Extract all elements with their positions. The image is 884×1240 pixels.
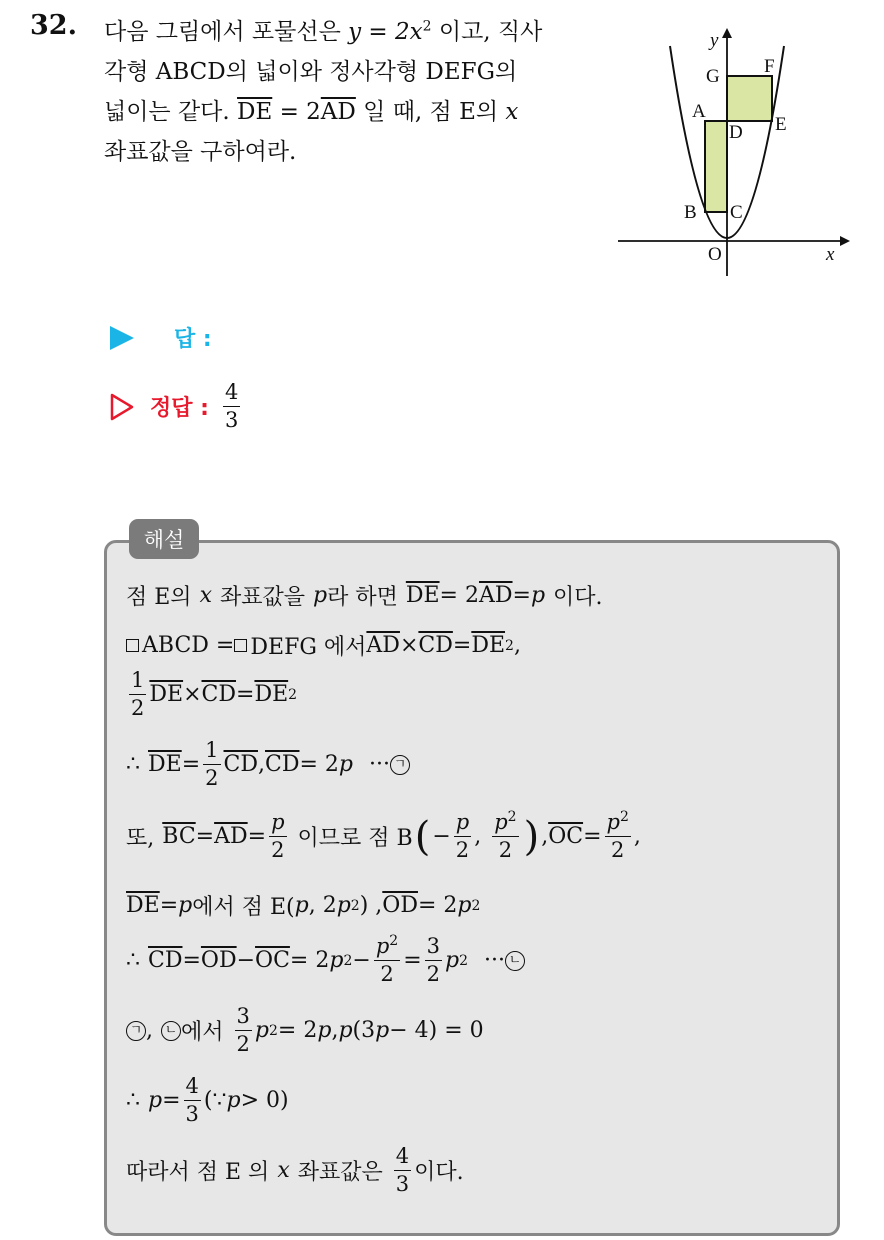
- label-a: A: [692, 101, 706, 122]
- question-text: 다음 그림에서 포물선은 $y = 2x^2$ 이고, 직사 각형 ABCD의 넓이와 정사각형 DEFG의 넓이는 같다. $\overline{DE} = 2\overline{AD}$ 일 때, 점 E의 x 좌표값을 구하여라.: [104, 18, 543, 165]
- label-g: G: [706, 66, 720, 87]
- label-y: y: [710, 30, 719, 51]
- rect-abcd: [705, 121, 727, 212]
- label-o: O: [708, 244, 722, 265]
- solution-line-2: ABCD = DEFG 에서 $\overline{AD}$ × $\overline{CD}$ = $\overline{DE}$ 2 ,: [126, 630, 521, 661]
- correct-answer-value: $\frac{4}{3}$: [224, 380, 239, 432]
- solution-line-7: ∴ $\overline{CD}$ = $\overline{OD}$ − $\overline{OC}$ = 2 p 2 − $\frac{p^2}{2}$ = $\frac{3}{2}$ p 2 ··· ㄴ: [126, 936, 525, 985]
- answer-label: 답 :: [174, 327, 212, 352]
- label-b: B: [684, 202, 697, 223]
- answer-row: [110, 322, 212, 353]
- solution-line-10: 따라서 점 E 의 x 좌표값은 $\frac{4}{3}$ 이다.: [126, 1144, 464, 1196]
- label-f: F: [764, 56, 775, 77]
- x-axis-arrow: [840, 236, 850, 246]
- label-d: D: [729, 122, 743, 143]
- solution-line-8: ㄱ , ㄴ 에서 $\frac{3}{2}$ p 2 = 2 p , p (3 p − 4) = 0: [126, 1006, 484, 1055]
- square-defg: [727, 76, 772, 121]
- filled-triangle-icon: [110, 326, 134, 350]
- solution-line-4: ∴ $\overline{DE}$ = $\frac{1}{2}$ $\overline{CD}$ , $\overline{CD}$ = 2 p ··· ㄱ: [126, 740, 410, 789]
- question-number: 32.: [30, 10, 77, 41]
- solution-line-3: $\frac{1}{2}$ $\overline{DE}$ × $\overline{CD}$ = $\overline{DE}$ 2: [131, 668, 298, 720]
- correct-answer-row: [110, 382, 243, 431]
- y-axis-arrow: [722, 28, 732, 38]
- solution-line-9: ∴ p = $\frac{4}{3}$ (∵ p > 0): [126, 1074, 289, 1126]
- parabola-figure: [612, 20, 862, 276]
- outline-triangle-icon: [110, 393, 134, 421]
- solution-line-5: 또, $\overline{BC}$ = $\overline{AD}$ = $\frac{p}{2}$ 이므로 점 B ( − $\frac{p}{2}$ , $\frac{p^2}{2}$ ) , $\overline{OC}$ = $\frac{p^2}{2}$ ,: [126, 809, 641, 862]
- solution-tag: 해설: [129, 519, 199, 559]
- label-x: x: [826, 244, 835, 265]
- solution-line-1: 점 E의 x 좌표값을 p 라 하면 $\overline{DE}$ = 2 $\overline{AD}$ = p 이다.: [126, 583, 603, 610]
- correct-answer-label: 정답 :: [150, 396, 209, 421]
- label-c: C: [730, 202, 743, 223]
- solution-line-6: $\overline{DE}$ = p 에서 점 E( p , 2 p 2 ) , $\overline{OD}$ = 2 p 2: [126, 893, 481, 920]
- label-e: E: [775, 114, 787, 135]
